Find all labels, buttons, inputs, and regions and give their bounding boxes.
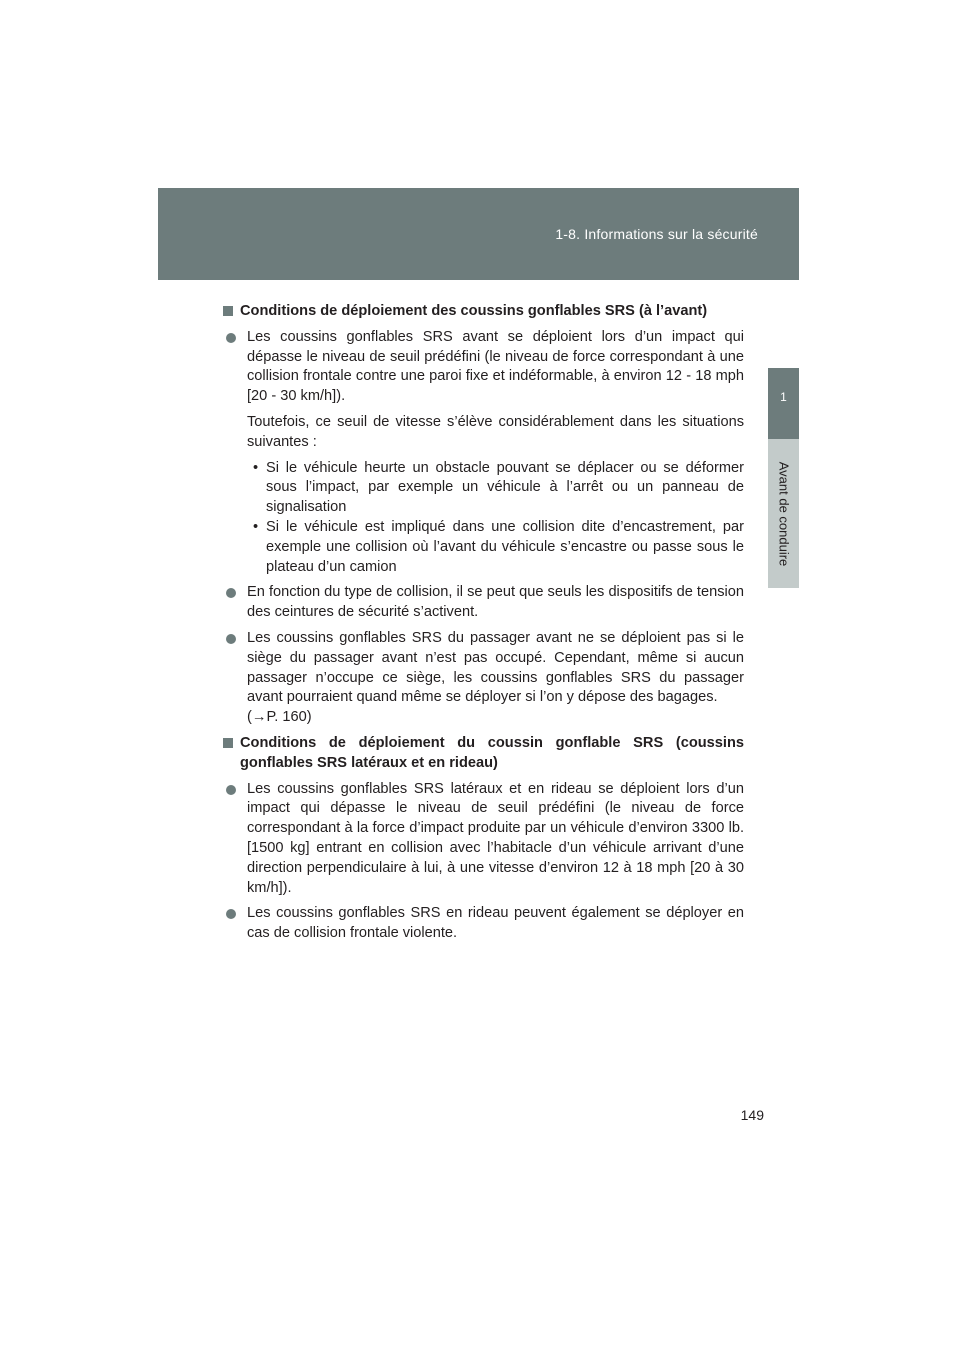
- list-item-text: Les coussins gonflables SRS en rideau peuvent également se déployer en cas de collision frontale violente.: [247, 905, 744, 942]
- chapter-header: [158, 188, 799, 280]
- section-heading: [222, 302, 744, 322]
- sub-list-item-text: Si le véhicule est impliqué dans une collision dite d’encastrement, par exemple une collision où l’avant du véhicule s’encastre ou passe sous le plateau d’un camion: [266, 518, 744, 575]
- circle-bullet-icon: [226, 333, 236, 343]
- list-item: [222, 328, 744, 407]
- paragraph: Toutefois, ce seuil de vitesse s’élève considérablement dans les situations suivantes :: [247, 413, 744, 450]
- list-item-text: Les coussins gonflables SRS latéraux et en rideau se déploient lors d’un impact qui dépasse le niveau de seuil prédéfini (le niveau de force correspondant à la force d’impact produite par un véhicule d’environ 3300 lb. [1500 kg] entrant en collision avec l’habitacle d’un véhicule arrivant d’une direction perpendiculaire à lui, à une vitesse d’environ 12 à 18 mph [20 à 30 km/h]).: [247, 780, 744, 896]
- sub-list-item-text: Si le véhicule heurte un obstacle pouvant se déplacer ou se déformer sous l’impact, par exemple un véhicule à l’arrêt ou un panneau de signalisation: [266, 459, 744, 516]
- page-content: [222, 302, 744, 950]
- chapter-number: 1: [780, 390, 787, 404]
- circle-bullet-icon: [226, 785, 236, 795]
- list-item: [222, 780, 744, 899]
- list-item: [222, 629, 744, 728]
- chapter-tab-label-area: [768, 439, 799, 588]
- list-item-text: Les coussins gonflables SRS avant se déploient lors d’un impact qui dépasse le niveau de seuil prédéfini (le niveau de force correspondant à une collision frontale contre une paroi fixe et indéformable, à environ 12 - 18 mph [20 - 30 km/h]).: [247, 328, 744, 405]
- list-item: [222, 904, 744, 944]
- section-title: 1-8. Informations sur la sécurité: [555, 226, 758, 242]
- dot-bullet-icon: •: [253, 518, 259, 535]
- section-heading: [222, 734, 744, 774]
- sub-list-item: [222, 518, 744, 577]
- list-item-text: En fonction du type de collision, il se peut que seuls les dispositifs de tension des ceintures de sécurité s’activent.: [247, 584, 744, 621]
- chapter-tab: [768, 368, 799, 439]
- dot-bullet-icon: •: [253, 459, 259, 476]
- circle-bullet-icon: [226, 588, 236, 598]
- square-bullet-icon: [223, 306, 233, 316]
- heading-text: Conditions de déploiement des coussins gonflables SRS (à l’avant): [240, 303, 708, 319]
- square-bullet-icon: [223, 738, 233, 748]
- list-item-text: Les coussins gonflables SRS du passager avant ne se déploient pas si le siège du passager avant n’est pas occupé. Cependant, même si aucun passager n’occupe ce siège, les coussins gonflables SRS du passager avant pourraient quand même se déployer si l’on y dépose des bagages.: [247, 629, 744, 706]
- list-item: [222, 583, 744, 623]
- chapter-label: Avant de conduire: [776, 461, 791, 566]
- circle-bullet-icon: [226, 634, 236, 644]
- page-reference[interactable]: (→P. 160): [247, 709, 312, 726]
- circle-bullet-icon: [226, 909, 236, 919]
- sub-list-item: [222, 459, 744, 518]
- page-number: 149: [740, 1107, 764, 1123]
- heading-text: Conditions de déploiement du coussin gonflable SRS (coussins gonflables SRS latéraux et en rideau): [240, 734, 744, 771]
